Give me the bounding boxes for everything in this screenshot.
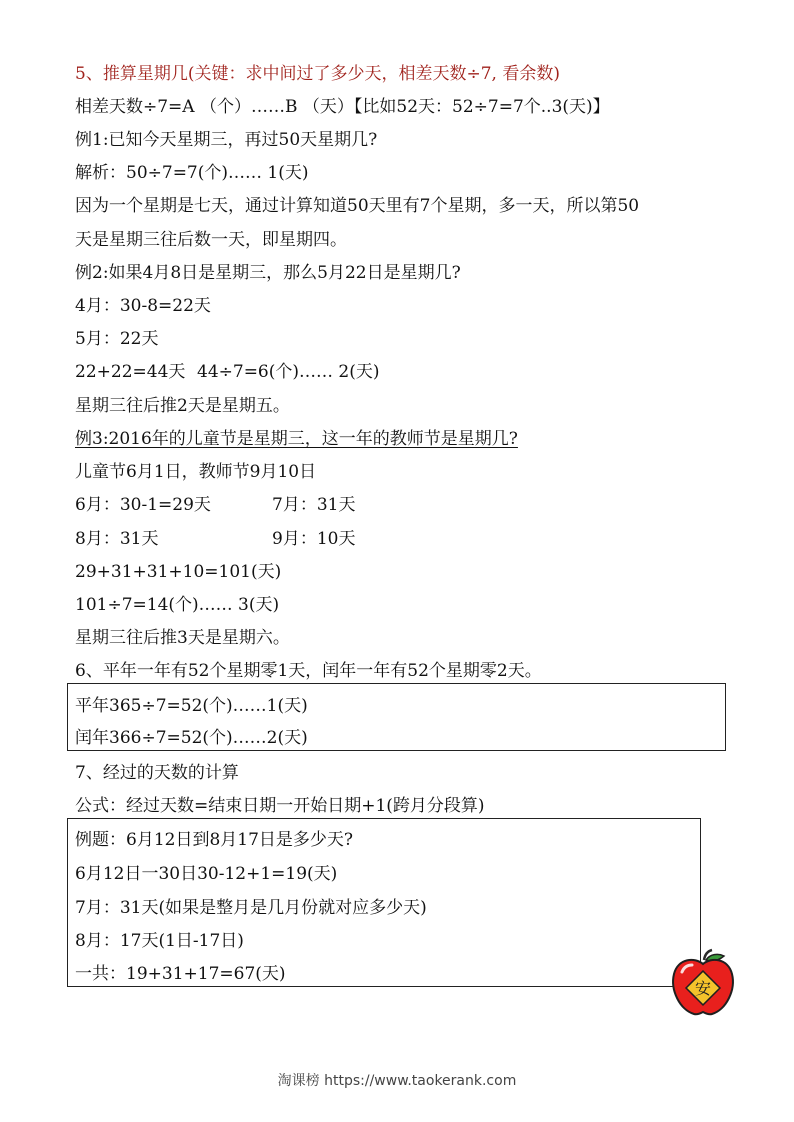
section5-heading: 5、推算星期几(关键：求中间过了多少天，相差天数÷7, 看余数) [75,64,560,84]
example1-question: 例1:已知今天星期三，再过50天星期几? [75,130,378,150]
example2-total: 22+22=44天 [75,362,186,382]
apple-logo [668,948,738,1018]
example1-explanation-1: 因为一个星期是七天，通过计算知道50天里有7个星期，多一天，所以第50 [75,196,640,216]
example-june: 6月12日一30日30-12+1=19(天) [75,864,338,884]
example3-june: 6月：30-1=29天 [75,495,211,515]
logo-char: 安 [694,979,712,998]
example3-question: 例3:2016年的儿童节是星期三，这一年的教师节是星期几? [75,429,518,449]
example3-september: 9月：10天 [272,529,356,549]
example2-division: 44÷7=6(个)…… 2(天) [197,362,380,382]
example3-dates: 儿童节6月1日，教师节9月10日 [75,462,317,482]
example1-explanation-2: 天是星期三往后数一天，即星期四。 [75,230,347,250]
example2-question: 例2:如果4月8日是星期三，那么5月22日是星期几? [75,263,461,283]
common-year-line: 平年365÷7=52(个)……1(天) [75,696,308,716]
example-question: 例题：6月12日到8月17日是多少天? [75,830,354,850]
example-total: 一共：19+31+17=67(天) [75,964,286,984]
example3-august: 8月：31天 [75,529,159,549]
example2-may: 5月：22天 [75,329,159,349]
section5-formula: 相差天数÷7=A （个）……B （天）【比如52天：52÷7=7个..3(天)】 [75,97,610,117]
example-august: 8月：17天(1日-17日) [75,931,244,951]
example3-sum: 29+31+31+10=101(天) [75,562,282,582]
example3-answer: 星期三往后推3天是星期六。 [75,628,290,648]
footer-watermark: 淘课榜 https://www.taokerank.com [277,1073,517,1089]
example2-april: 4月：30-8=22天 [75,296,211,316]
leap-year-line: 闰年366÷7=52(个)……2(天) [75,728,308,748]
apple-icon [668,948,738,1018]
example2-answer: 星期三往后推2天是星期五。 [75,396,290,416]
section6-heading: 6、平年一年有52个星期零1天，闰年一年有52个星期零2天。 [75,661,542,681]
example1-analysis: 解析：50÷7=7(个)…… 1(天) [75,163,309,183]
example3-july: 7月：31天 [272,495,356,515]
example-july: 7月：31天(如果是整月是几月份就对应多少天) [75,898,427,918]
section7-heading: 7、经过的天数的计算 [75,763,239,783]
section7-formula: 公式：经过天数=结束日期一开始日期+1(跨月分段算) [75,796,485,816]
example3-division: 101÷7=14(个)…… 3(天) [75,595,280,615]
